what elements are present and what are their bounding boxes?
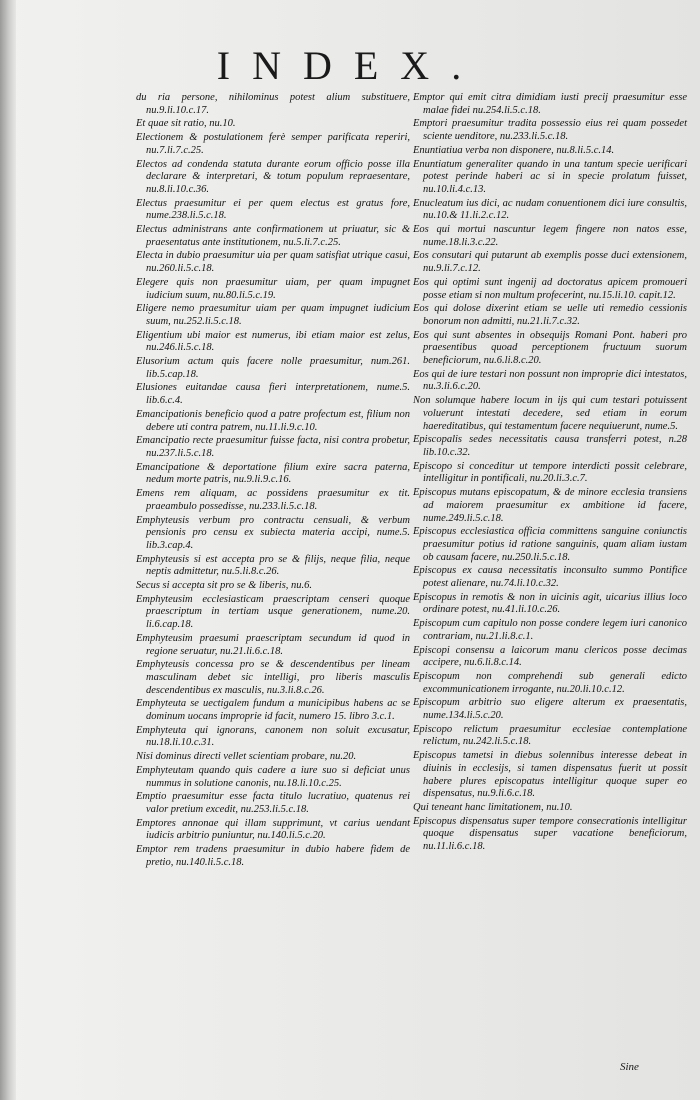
catchword: Sine: [620, 1061, 639, 1073]
index-entry: Eos qui dolose dixerint etiam se uelle uti remedio cessionis bonorum non admitti, nu.21.li.7.c.32.: [413, 303, 687, 327]
index-entry: Emancipatio recte praesumitur fuisse facta, nisi contra probetur, nu.237.li.5.c.18.: [136, 435, 410, 459]
index-entry: Eos consutari qui putarunt ab exemplis posse duci extensionem, nu.9.li.7.c.12.: [413, 250, 687, 275]
page-title: INDEX.: [216, 43, 484, 88]
index-entry: Episcopus in remotis & non in uicinis agit, uicarius illius loco ordinare potest, nu.41.li.10.c.26.: [413, 591, 687, 616]
index-entry: Electus administrans ante confirmationem ut priuatur, sic & praesentatus ante institutionem, nu.5.li.7.c.25.: [136, 224, 410, 248]
index-entry: Electos ad condenda statuta durante eorum officio posse illa declarare & interpretari, & totum populum repraesentare, nu.8.li.10.c.36.: [136, 158, 410, 195]
index-entry: Emancipatione & deportatione filium exire sacra paterna, nedum morte patris, nu.9.li.9.c.16.: [136, 461, 410, 486]
index-entry: Emphyteuta se uectigalem fundum a municipibus habens ac se dominum uocans improprie id facit, numero 15. libro 3.c.1.: [136, 698, 410, 723]
index-entry: Emphyteusis verbum pro contractu censuali, & verbum pensionis pro censu ex subiecta materia accipi, nume.5. lib.3.cap.4.: [136, 514, 410, 551]
index-entry: Eos qui mortui nascuntur legem fingere non natos esse, nume.18.li.3.c.22.: [413, 224, 687, 248]
index-entry: Enuntiatiua verba non disponere, nu.8.li.5.c.14.: [413, 144, 615, 156]
index-entry: Emancipationis beneficio quod a patre profectum est, filium non debere uti contra patrem, nu.11.li.9.c.10.: [136, 408, 410, 433]
index-entry: Emptor rem tradens praesumitur in dubio habere fidem de pretio, nu.140.li.5.c.18.: [136, 844, 410, 868]
index-entry: Episcopum cum capitulo non posse condere legem iuri canonico contrariam, nu.21.li.8.c.1.: [413, 618, 687, 642]
index-entry: Episcopus ex causa necessitatis inconsulto summo Pontifice potest alienare, nu.74.li.10.c.32.: [413, 565, 687, 590]
index-entry: Episcopalis sedes necessitatis causa transferri potest, n.28 lib.10.c.32.: [413, 434, 687, 458]
index-entry: Elusorium actum quis facere nolle praesumitur, num.261. lib.5.cap.18.: [136, 356, 410, 380]
index-entry: Nisi dominus directi vellet scientiam probare, nu.20.: [136, 751, 357, 763]
index-entry: Episcopus dispensatus super tempore consecrationis intelligitur quoque dispensatus super vacatione beneficiorum, nu.11.li.6.c.18.: [413, 815, 687, 853]
index-entry: Eos qui de iure testari non possunt non improprie dici intestatos, nu.3.li.6.c.20.: [413, 368, 687, 393]
index-entry: Episcopo si conceditur ut tempore interdicti possit celebrare, intelligitur in pontificali, nu.20.li.3.c.7.: [413, 460, 687, 485]
index-entry: Secus si accepta sit pro se & liberis, nu.6.: [136, 580, 313, 592]
index-entry: Emptor qui emit citra dimidiam iusti precij praesumitur esse malae fidei nu.254.li.5.c.18.: [413, 92, 687, 116]
index-entry: Electa in dubio praesumitur uia per quam satisfiat utrique casui, nu.260.li.5.c.18.: [136, 250, 410, 275]
index-entry: du ria persone, nihilominus potest alium substituere, nu.9.li.10.c.17.: [136, 92, 410, 116]
index-entry: Emphyteusis si est accepta pro se & filijs, neque filia, neque neptis admittetur, nu.5.li.8.c.26.: [136, 553, 410, 578]
index-entry: Episcopus ecclesiastica officia committens sanguine coniunctis praesumitur potius id ratione sanguinis, quam aliam iustam ob causam facere, nu.250.li.5.c.18.: [413, 526, 687, 563]
index-entry: Eos qui optimi sunt ingenij ad doctoratus apicem promoueri posse etiam si non multum profecerint, nu.15.li.10. capit.12.: [413, 276, 687, 301]
index-entry: Emptores annonae qui illam supprimunt, vt carius uendant iudicis arbitrio puniuntur, nu.140.li.5.c.20.: [136, 817, 410, 842]
index-entry: Emens rem aliquam, ac possidens praesumitur ex tit. praeambulo possedisse, nu.233.li.5.c.18.: [136, 488, 410, 512]
index-entry: Emptio praesumitur esse facta titulo lucratiuo, quatenus rei valor pretium excedit, nu.253.li.5.c.18.: [136, 791, 410, 815]
index-entry: Episcopi consensu a laicorum manu clericos posse decimas accipere, nu.6.li.8.c.14.: [413, 644, 687, 669]
index-entry: Episcopum non comprehendi sub generali edicto excommunicationem irrogante, nu.20.li.10.c.12.: [413, 670, 687, 695]
index-entry: Emphyteusis concessa pro se & descendentibus per lineam masculinam debet sic intelligi, pro liberis masculis descendentibus ex masculis, nu.3.li.8.c.26.: [136, 659, 410, 696]
index-entry: Electus praesumitur ei per quem electus est gratus fore, nume.238.li.5.c.18.: [136, 197, 410, 222]
index-entry: Episcopus tametsi in diebus solennibus interesse debeat in diuinis in ecclesijs, si tamen dispensatus fuerit ut possit habere plures episcopatus intelligitur quoque super eo dispensatus, nu.9.li.6.c.18.: [413, 750, 687, 800]
index-entry: Emptori praesumitur tradita possessio eius rei quam possedet sciente uenditore, nu.233.li.5.c.18.: [413, 118, 687, 143]
index-entry: Enucleatum ius dici, ac nudam conuentionem dici iure consultis, nu.10.& 11.li.2.c.12.: [413, 197, 687, 222]
index-entry: Eligere nemo praesumitur uiam per quam impugnet iudicium suum, nu.252.li.5.c.18.: [136, 303, 410, 327]
index-entry: Non solumque habere locum in ijs qui cum testari potuissent voluerunt intestati decedere, sed etiam in eorum haereditatibus, qui testamentum facere nequiuerunt, nume.5.: [413, 395, 687, 432]
index-entry: Emphyteutam quando quis cadere a iure suo si deficiat unus nummus in solutione canonis, nu.18.li.10.c.25.: [136, 764, 410, 789]
index-column-left: [136, 92, 410, 870]
index-entry: Enuntiatum generaliter quando in una tantum specie uerificari potest perinde haberi ac si in specie prolatum fuisset, nu.10.li.4.c.13.: [413, 158, 687, 195]
index-entry: Eos qui sunt absentes in obsequijs Romani Pont. haberi pro praesentibus quoad perceptionem fructuum suorum beneficiorum, nu.6.li.8.c.20.: [413, 329, 687, 367]
index-entry: Elusiones euitandae causa fieri interpretationem, nume.5. lib.6.c.4.: [136, 382, 410, 407]
index-entry: Eligentium ubi maior est numerus, ibi etiam maior est zelus, nu.246.li.5.c.18.: [136, 329, 410, 354]
index-entry: Et quae sit ratio, nu.10.: [136, 118, 236, 130]
index-entry: Elegere quis non praesumitur uiam, per quam impugnet iudicium suum, nu.80.li.5.c.19.: [136, 276, 410, 301]
index-entry: Electionem & postulationem ferè semper parificata reperiri, nu.7.li.7.c.25.: [136, 132, 410, 156]
index-entry: Emphyteusim praesumi praescriptam secundum id quod in regione seruatur, nu.21.li.6.c.18.: [136, 632, 410, 657]
index-entry: Emphyteusim ecclesiasticam praescriptam censeri quoque praescriptum in tertiam usque generationem, nume.20. li.6.cap.18.: [136, 593, 410, 631]
index-entry: Qui teneant hanc limitationem, nu.10.: [413, 801, 573, 813]
index-entry: Episcopus mutans episcopatum, & de minore ecclesia transiens ad maiorem praesumitur ex ambitione id facere, nume.249.li.5.c.18.: [413, 487, 687, 524]
index-entry: Episcopum arbitrio suo eligere alterum ex praesentatis, nume.134.li.5.c.20.: [413, 697, 687, 722]
page-gutter-shadow: [0, 0, 16, 1100]
index-column-right: [413, 92, 687, 855]
index-entry: Episcopo relictum praesumitur ecclesiae contemplatione relictum, nu.242.li.5.c.18.: [413, 723, 687, 748]
index-entry: Emphyteuta qui ignorans, canonem non soluit excusatur, nu.18.li.10.c.31.: [136, 724, 410, 749]
